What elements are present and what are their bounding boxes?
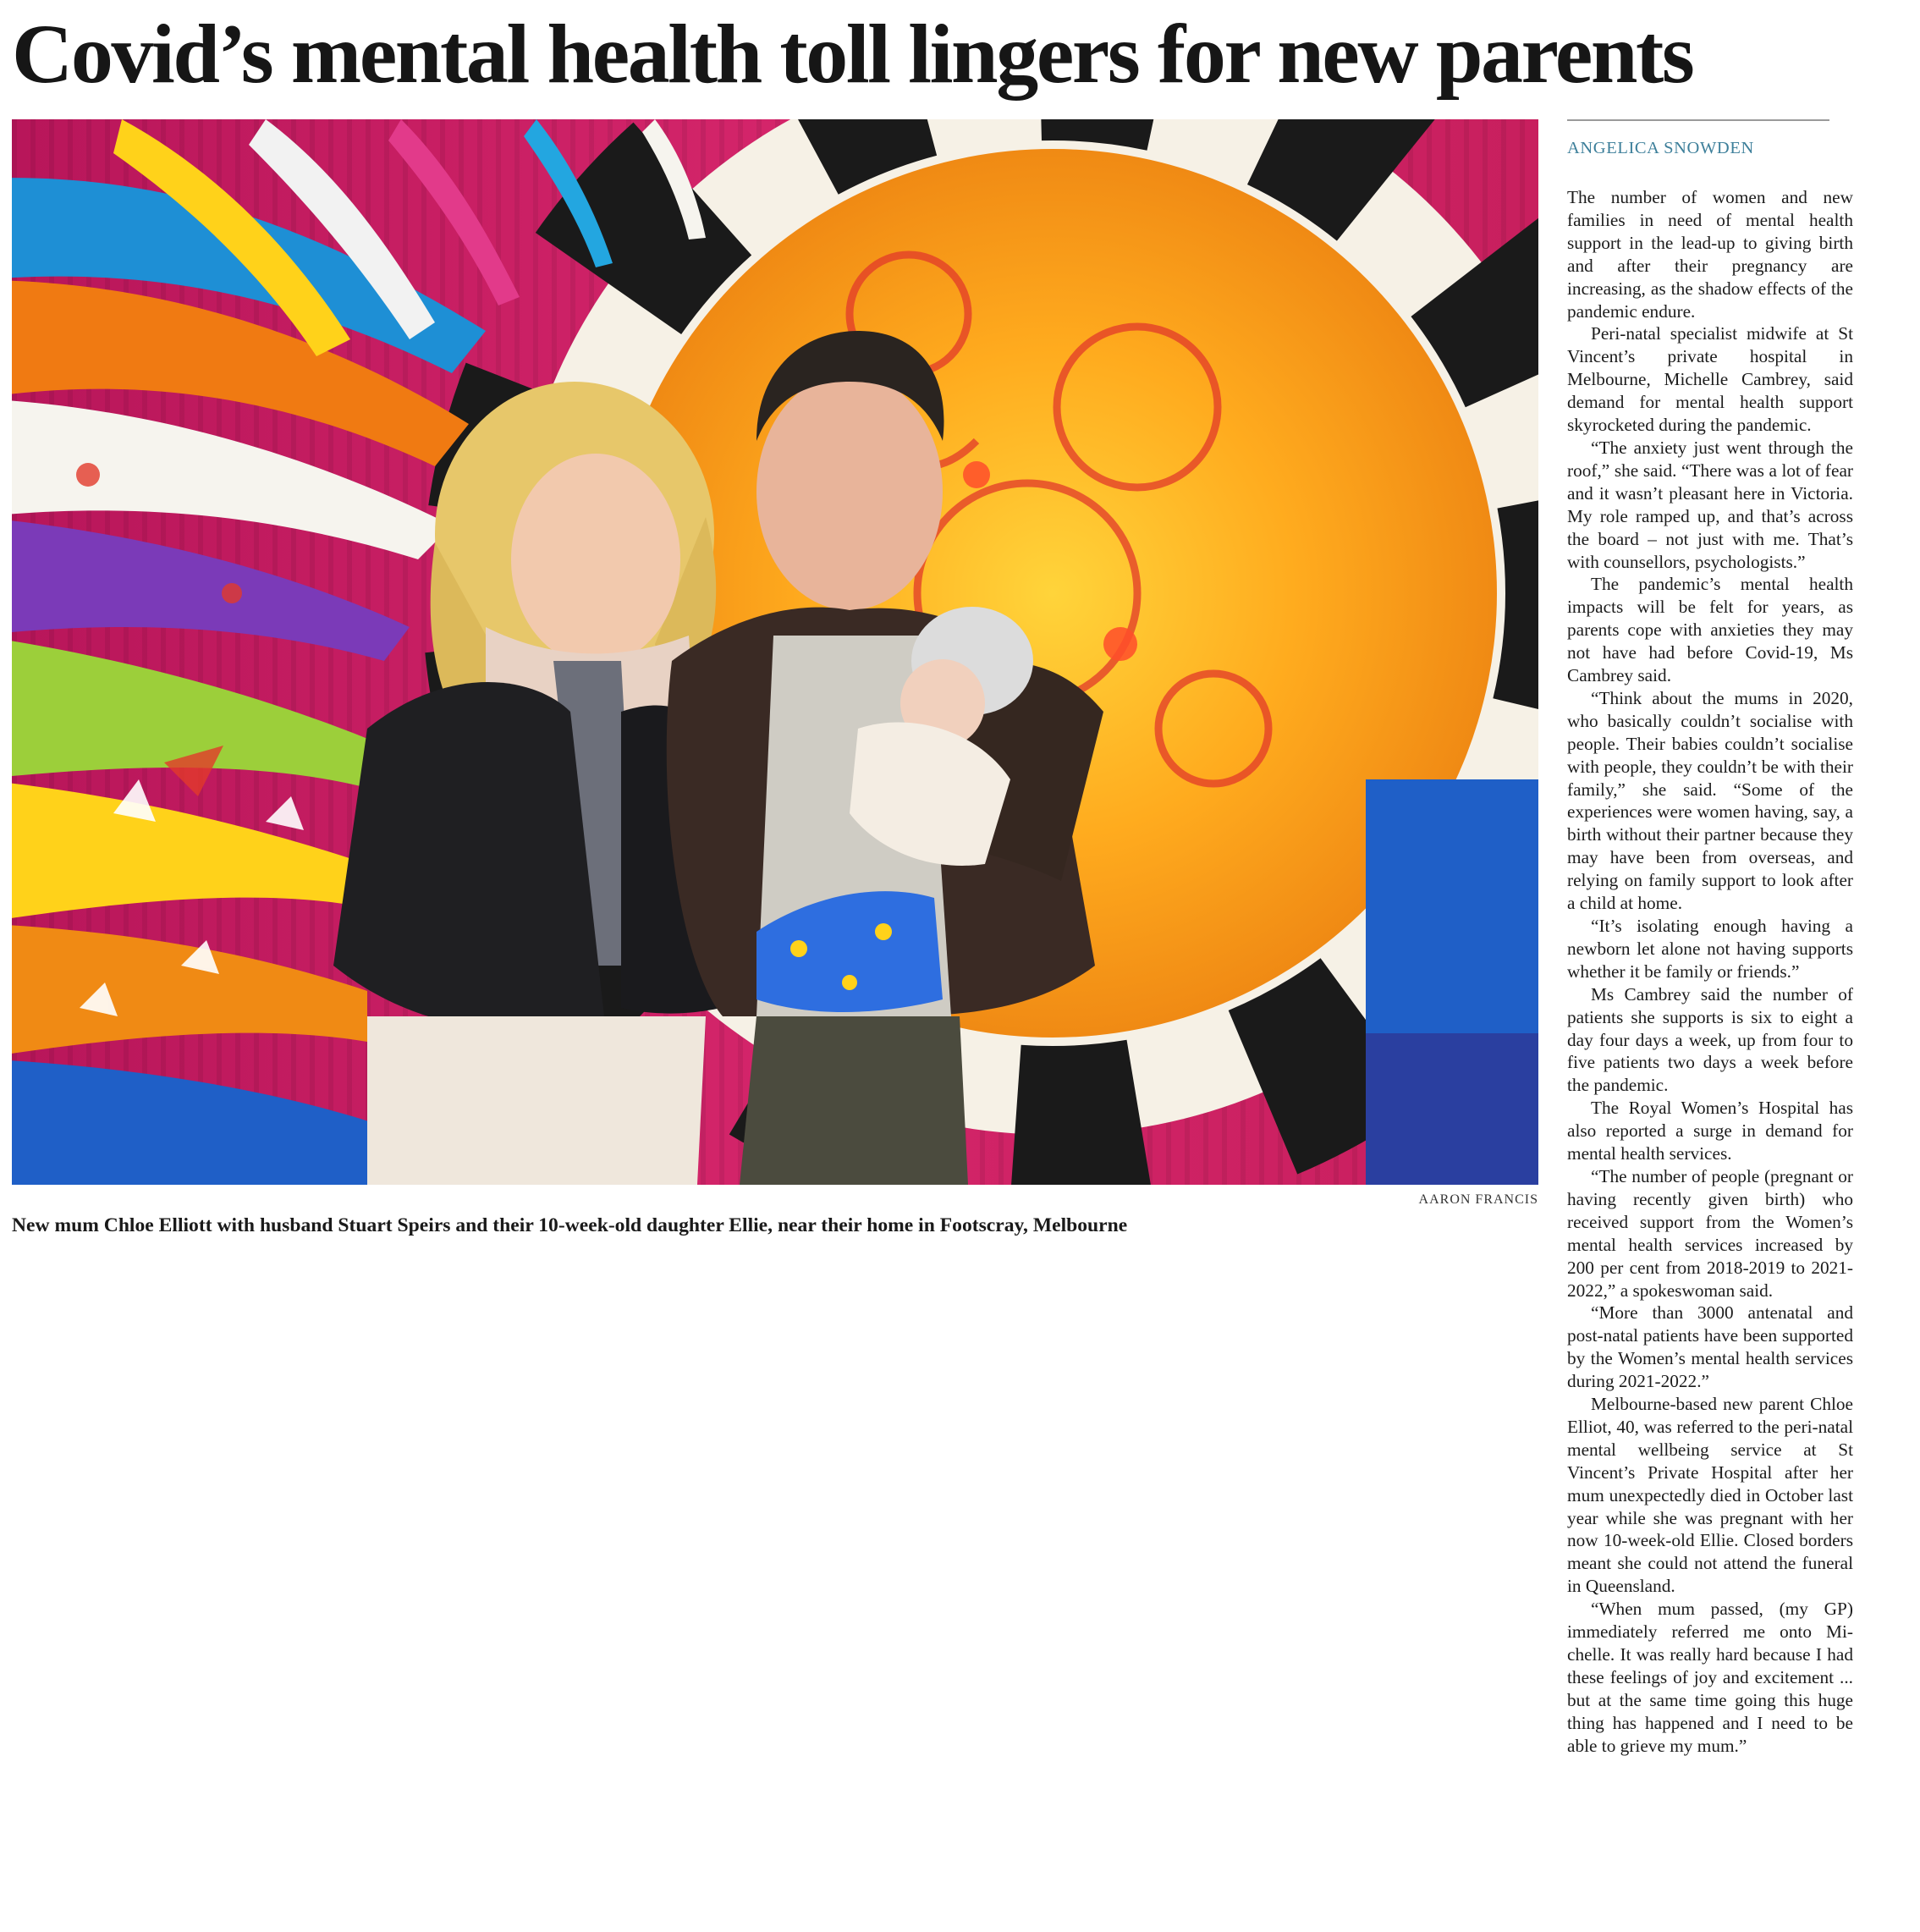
byline: ANGELICA SNOWDEN xyxy=(1567,139,1754,157)
body-paragraph: “The anxiety just went through the roof,” she said. “There was a lot of fear and it wasn’t pleasant here in Victoria. My role ramped up, and that’s across the board – not just with me. That’s with counsellors, psychologists.” xyxy=(1567,437,1853,572)
photo-caption: New mum Chloe Elliott with husband Stuart Speirs and their 10-week-old daughter Ellie, near their home in Footscray, Melbourne xyxy=(12,1214,1128,1236)
body-paragraph: Ms Cambrey said the number of patients she supports is six to eight a day four days a week, up from four to five patients two days a week before the pandemic. xyxy=(1567,983,1853,1096)
body-paragraph: Peri-natal specialist midwife at St Vincent’s private hospital in Melbourne, Michelle Cambrey, said demand for mental health support skyrocketed during the pandemic. xyxy=(1567,323,1853,436)
body-paragraph: The pandemic’s mental health impacts will be felt for years, as parents cope with anxieties they may not have had before Covid-19, Ms Cambrey said. xyxy=(1567,574,1853,686)
headline: Covid’s mental health toll lingers for new parents xyxy=(12,7,1693,101)
body-paragraph: “It’s isolating enough having a newborn let alone not having supports whether it be family or friends.” xyxy=(1567,916,1853,982)
body-paragraph: The number of women and new families in need of mental health support in the lead-up to giving birth and after their pregnancy are increasing, as the shadow effects of the pandemic endure. xyxy=(1567,187,1853,322)
body-paragraph: “The number of people (pregnant or having recently given birth) who received support from the Women’s mental health services increased by 200 per cent from 2018-2019 to 2021-2022,” a spokeswoman said. xyxy=(1567,1165,1853,1301)
body-paragraph: “More than 3000 antenatal and post-natal patients have been supported by the Women’s mental health services during 2021-2022.” xyxy=(1567,1302,1853,1392)
body-paragraph: The Royal Women’s Hospital has also reported a surge in demand for mental health services. xyxy=(1567,1098,1853,1164)
body-paragraph: Melbourne-based new parent Chloe Elliot, 40, was referred to the peri-natal mental wellbeing service at St Vincent’s Private Hospital after her mum unexpectedly died in October last year while she was pregnant with her now 10-week-old Ellie. Closed borders meant she could not attend the funeral in Queensland. xyxy=(1567,1394,1853,1597)
family-photo xyxy=(12,119,1538,1185)
body-paragraph: “When mum passed, (my GP) immediately referred me onto Michelle. It was really hard because I had these feelings of joy and excitement ... but at the same time going this huge thing has happened and I need to be able to grieve my mum.” xyxy=(1567,1599,1853,1756)
article-body xyxy=(1567,186,1853,1758)
body-paragraph: “Think about the mums in 2020, who basically couldn’t socialise with people. Their babies couldn’t socialise with people, they couldn’t be with their family,” she said. “Some of the experiences were women having, say, a birth without their partner because they may have been from overseas, and relying on family support to look after a child at home. xyxy=(1567,687,1853,914)
column-rule xyxy=(1567,119,1829,121)
photo-credit: AARON FRANCIS xyxy=(1418,1192,1538,1207)
